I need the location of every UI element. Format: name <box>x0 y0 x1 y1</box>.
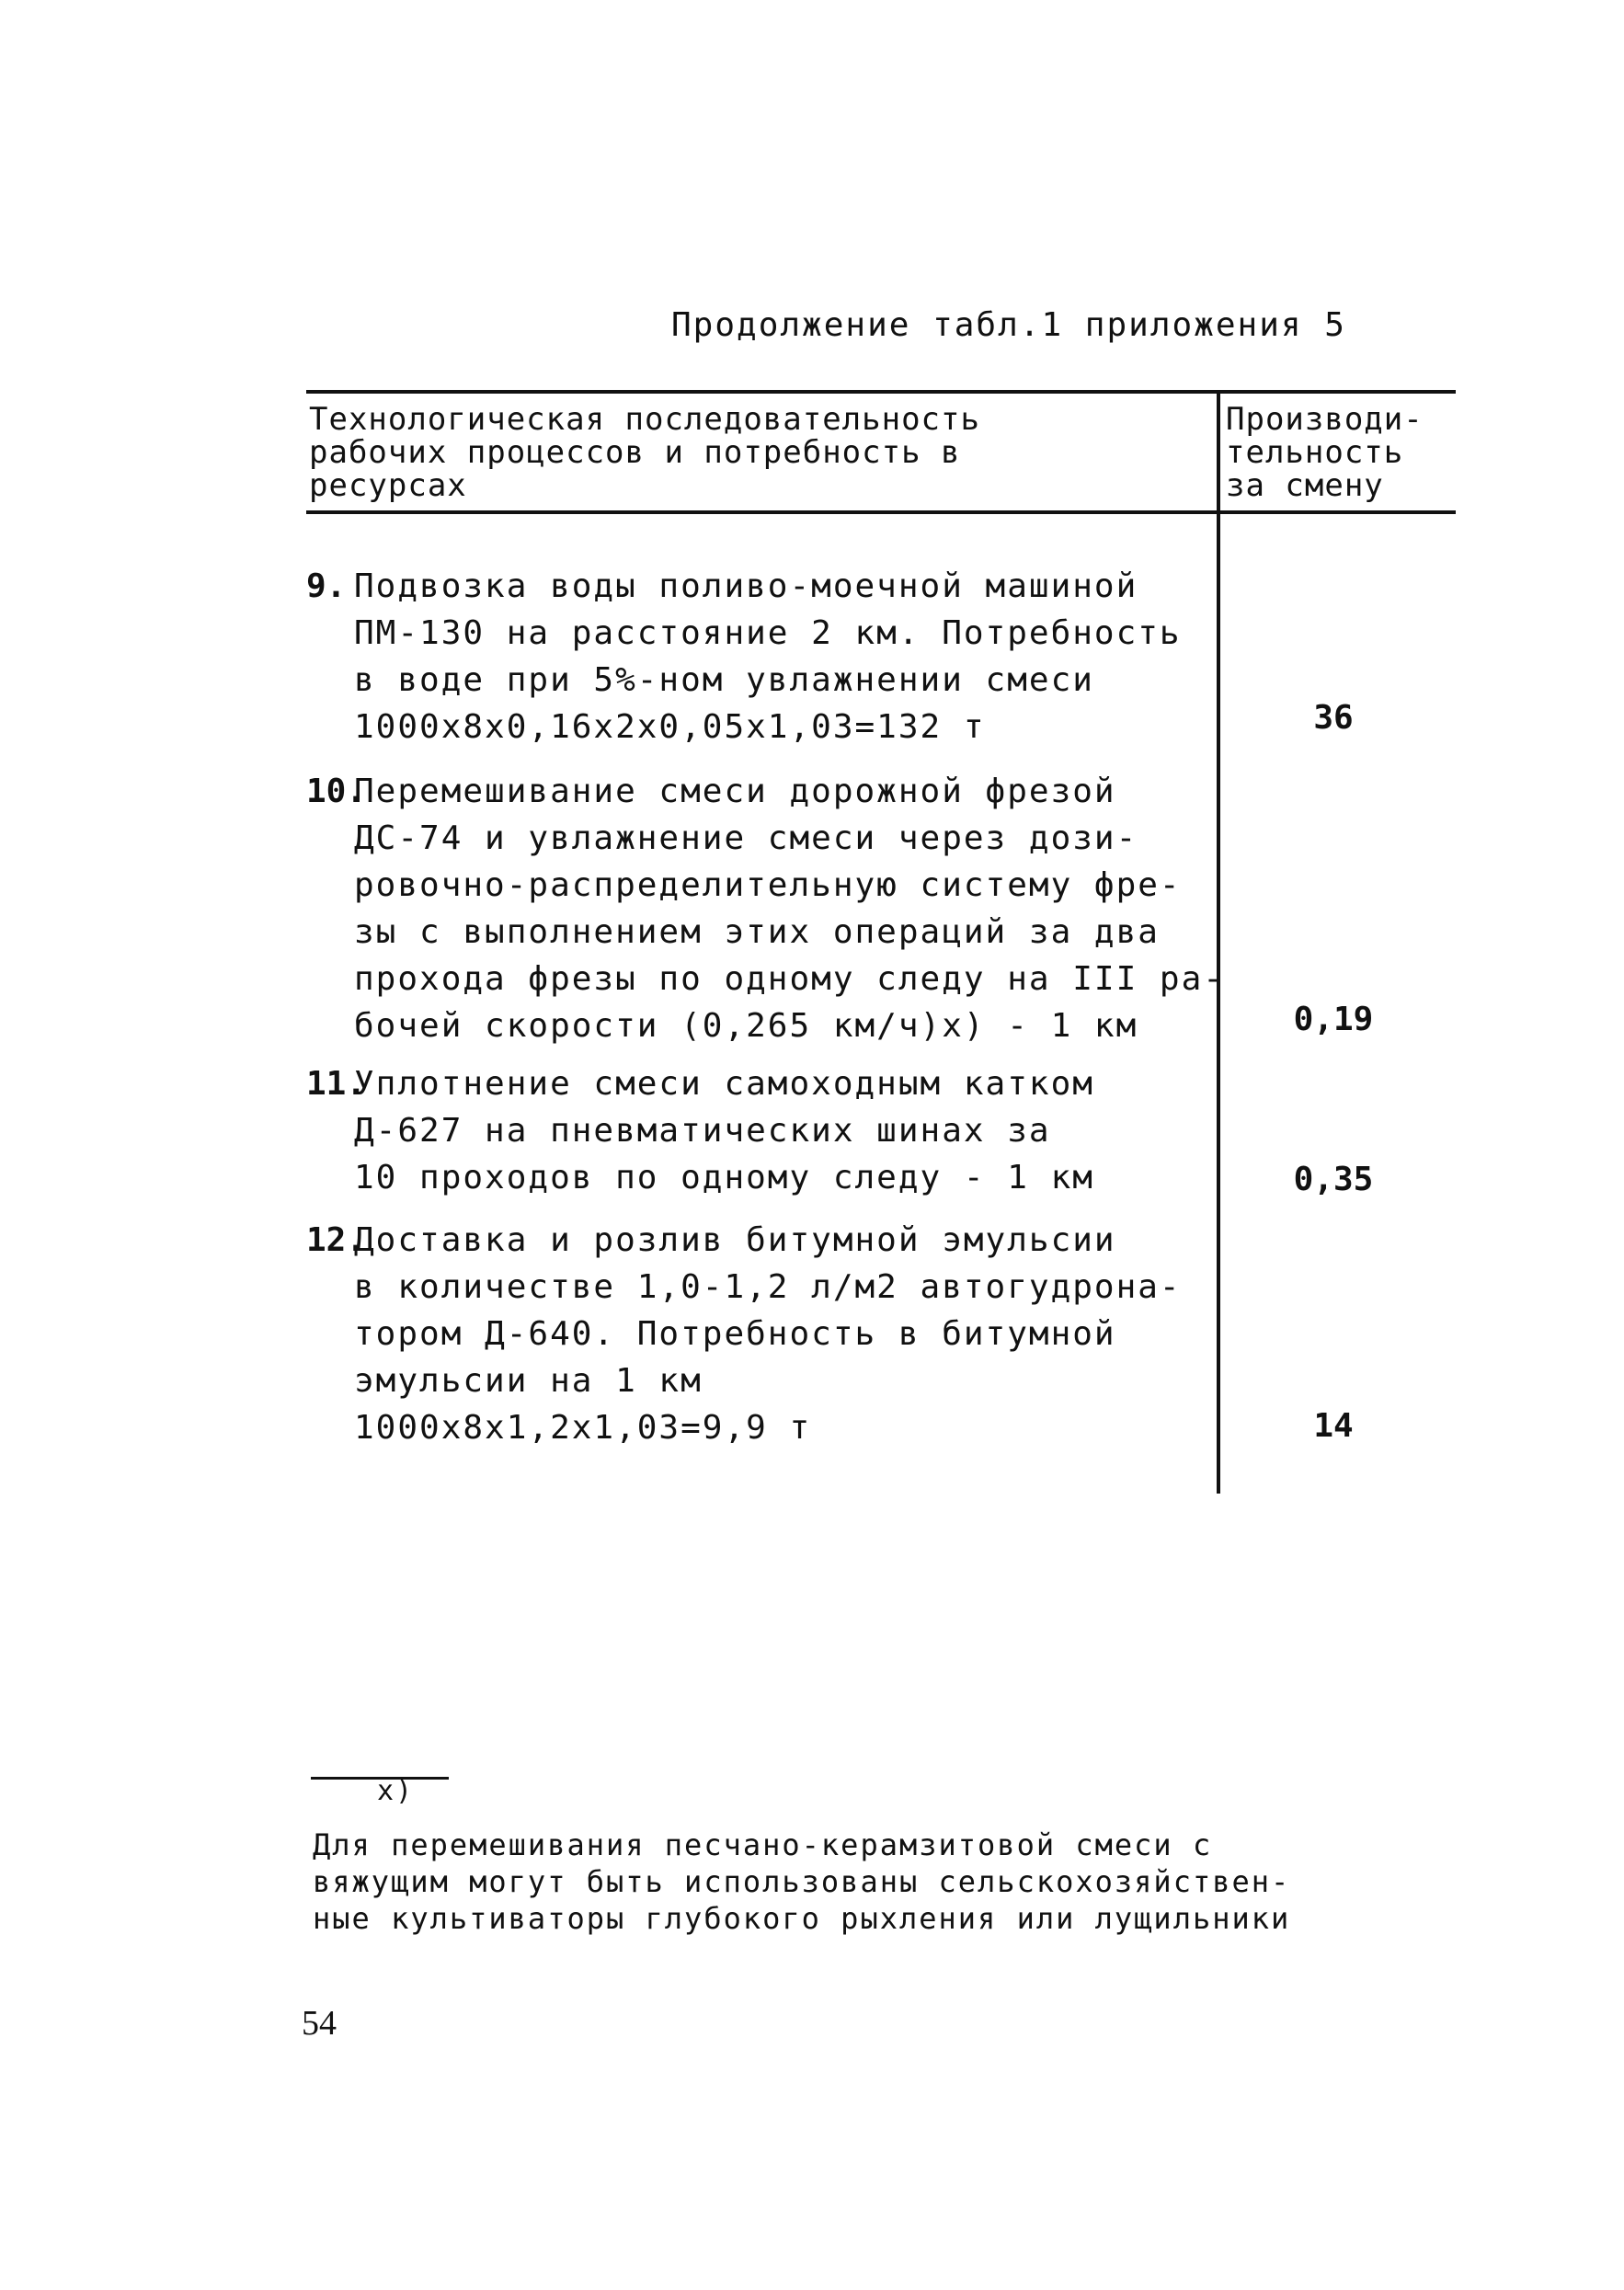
row-number: 12. <box>306 1221 367 1259</box>
footnote-text: Для перемешивания песчано-керамзитовой смеси с вяжущим могут быть использованы сельскохозяйствен- ные культиваторы глубокого рыхления или лущильники <box>313 1827 1291 1936</box>
column-header-process: Технологическая последовательность рабочих процессов и потребность в ресурсах <box>309 401 980 504</box>
row-description: Доставка и розлив битумной эмульсии в количестве 1,0-1,2 л/м2 автогудрона- тором Д-640. Потребность в битумной эмульсии на 1 км 1000х8х1,2х1,03=9,9 т <box>354 1221 1182 1447</box>
row-12-productivity: 14 <box>1313 1407 1354 1445</box>
footnote <box>313 1775 1462 1937</box>
row-description: Подвозка воды поливо-моечной машиной ПМ-130 на расстояние 2 км. Потребность в воде при 5%-ном увлажнении смеси 1000х8х0,16х2х0,05х1,03=132 т <box>354 567 1182 746</box>
row-number: 10. <box>306 773 367 810</box>
row-description: Уплотнение смеси самоходным катком Д-627 на пневматических шинах за 10 проходов по одному следу - 1 км <box>354 1065 1094 1197</box>
row-description: Перемешивание смеси дорожной фрезой ДС-74 и увлажнение смеси через дози- ровочно-распределительную систему фре- зы с выполнением этих операций за два прохода фрезы по одному следу на III ра- бочей скорости (0,265 км/ч)х) - 1 км <box>354 773 1225 1045</box>
row-11-productivity: 0,35 <box>1293 1161 1374 1198</box>
page-number: 54 <box>302 2004 337 2043</box>
table-caption: Продолжение табл.1 приложения 5 <box>671 306 1346 344</box>
table-top-rule <box>306 390 1456 394</box>
table-header-rule <box>306 510 1456 514</box>
row-10-productivity: 0,19 <box>1293 1001 1374 1038</box>
column-header-productivity: Производи- тельность за смену <box>1226 401 1424 504</box>
row-9-productivity: 36 <box>1313 699 1354 737</box>
row-number: 11. <box>306 1065 367 1103</box>
row-number: 9. <box>306 567 347 605</box>
footnote-mark: х) <box>377 1775 415 1807</box>
